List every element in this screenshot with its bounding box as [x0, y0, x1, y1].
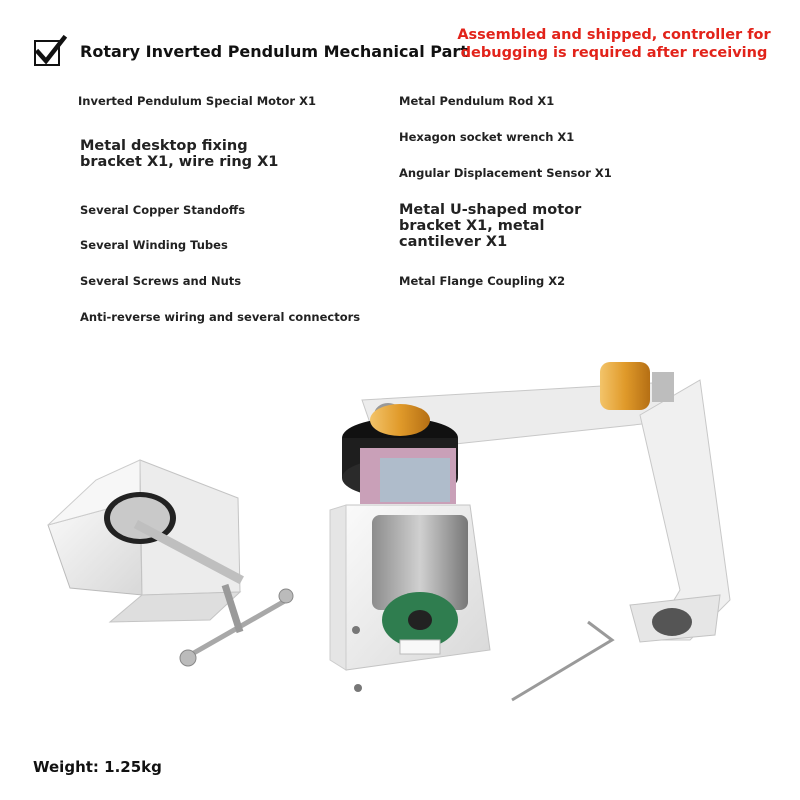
list-item: Metal Pendulum Rod X1: [399, 94, 555, 108]
list-item: Hexagon socket wrench X1: [399, 130, 575, 144]
hexagon-wrench: [512, 622, 612, 700]
shipping-notice: Assembled and shipped, controller for debugging is required after receiving: [457, 27, 771, 61]
checkbox-check-icon: [34, 40, 60, 66]
u-shaped-motor-bracket: [330, 505, 490, 692]
list-item: Several Winding Tubes: [80, 238, 228, 252]
weight-label: Weight: 1.25kg: [33, 758, 162, 776]
list-item: Several Screws and Nuts: [80, 274, 242, 288]
list-item: Anti-reverse wiring and several connectors: [80, 310, 361, 324]
list-item: Metal desktop fixing bracket X1, wire ring X1: [80, 138, 279, 170]
desktop-clamp: [48, 460, 293, 666]
list-item: Metal Flange Coupling X2: [399, 274, 566, 288]
list-item: Angular Displacement Sensor X1: [399, 166, 612, 180]
product-title: Rotary Inverted Pendulum Mechanical Part: [80, 42, 468, 61]
list-item: Metal U-shaped motor bracket X1, metal cantilever X1: [399, 202, 582, 250]
list-item: Inverted Pendulum Special Motor X1: [78, 94, 316, 108]
product-photo: [0, 340, 800, 740]
list-item: Several Copper Standoffs: [80, 203, 246, 217]
